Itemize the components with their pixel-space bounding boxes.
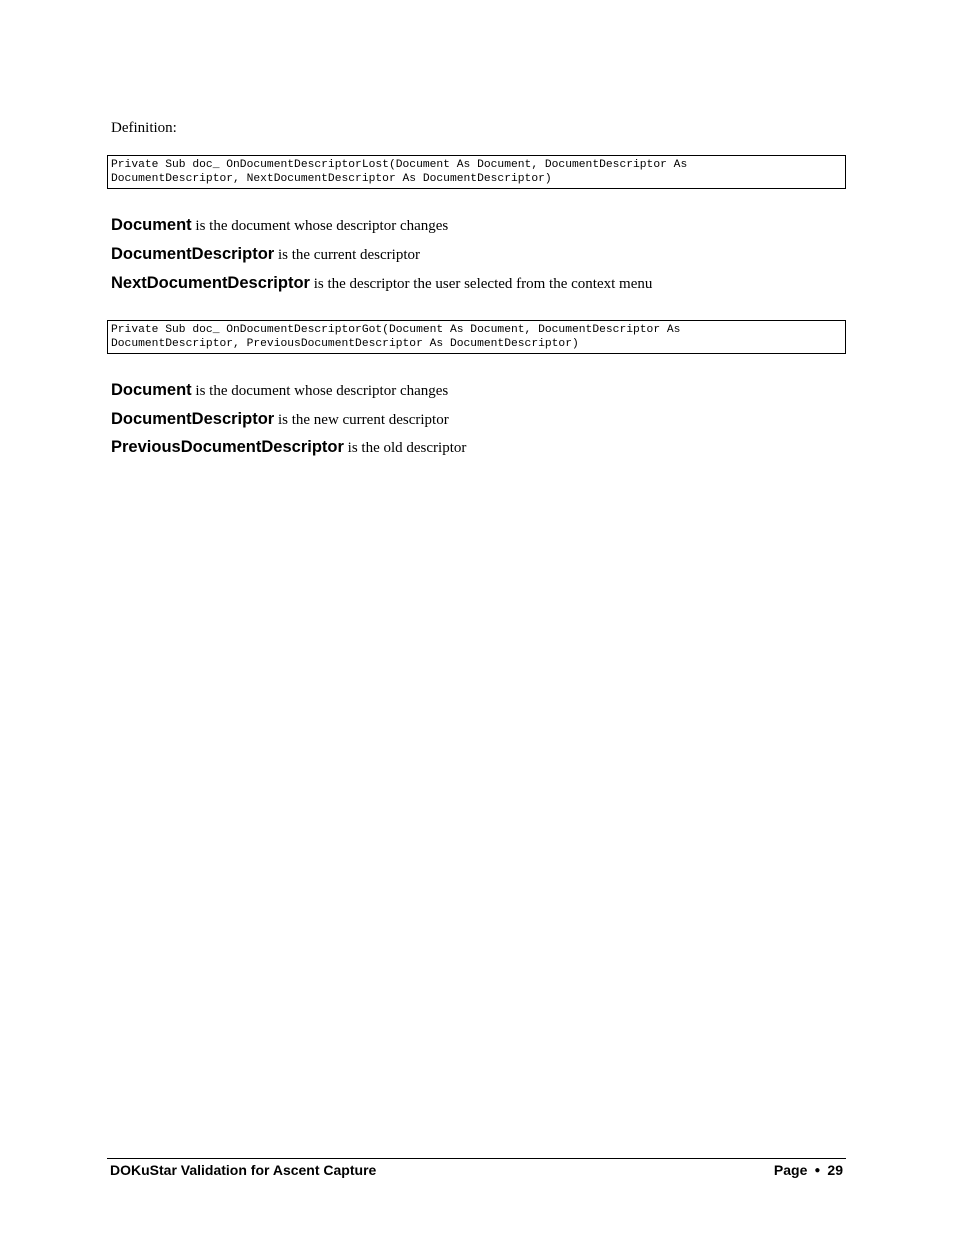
param-description: is the document whose descriptor changes [191, 383, 449, 399]
code-block-descriptor-lost [107, 155, 846, 189]
param-name: DocumentDescriptor [111, 245, 275, 263]
code-line: DocumentDescriptor, PreviousDocumentDescriptor As DocumentDescriptor) [111, 338, 579, 350]
param-next-document-descriptor [111, 273, 652, 294]
param-description: is the document whose descriptor changes [191, 218, 449, 234]
param-previous-document-descriptor [111, 437, 466, 458]
footer-divider [107, 1158, 846, 1159]
code-line: DocumentDescriptor, NextDocumentDescriptor As DocumentDescriptor) [111, 173, 552, 185]
footer-page-label: Page [773, 1162, 808, 1178]
code-line: Private Sub doc_ OnDocumentDescriptorGot(Document As Document, DocumentDescriptor As [111, 324, 681, 336]
param-name: Document [111, 216, 192, 234]
param-name: DocumentDescriptor [111, 410, 275, 428]
param-description: is the descriptor the user selected from the context menu [309, 276, 653, 292]
param-description: is the new current descriptor [274, 412, 449, 428]
param-document [111, 380, 448, 401]
param-description: is the current descriptor [274, 247, 420, 263]
footer-page-info [774, 1161, 843, 1180]
param-name: PreviousDocumentDescriptor [111, 438, 344, 456]
code-block-descriptor-got [107, 320, 846, 354]
code-line: Private Sub doc_ OnDocumentDescriptorLost(Document As Document, DocumentDescriptor As [111, 159, 688, 171]
param-document-descriptor [111, 409, 449, 430]
bullet-icon: ● [814, 1165, 821, 1176]
param-description: is the old descriptor [343, 440, 467, 456]
param-name: Document [111, 381, 192, 399]
param-document [111, 215, 448, 236]
footer-page-number: 29 [827, 1162, 843, 1178]
param-name: NextDocumentDescriptor [111, 274, 310, 292]
param-document-descriptor [111, 244, 420, 265]
footer-document-title: DOKuStar Validation for Ascent Capture [110, 1162, 377, 1178]
definition-label: Definition: [111, 120, 177, 136]
